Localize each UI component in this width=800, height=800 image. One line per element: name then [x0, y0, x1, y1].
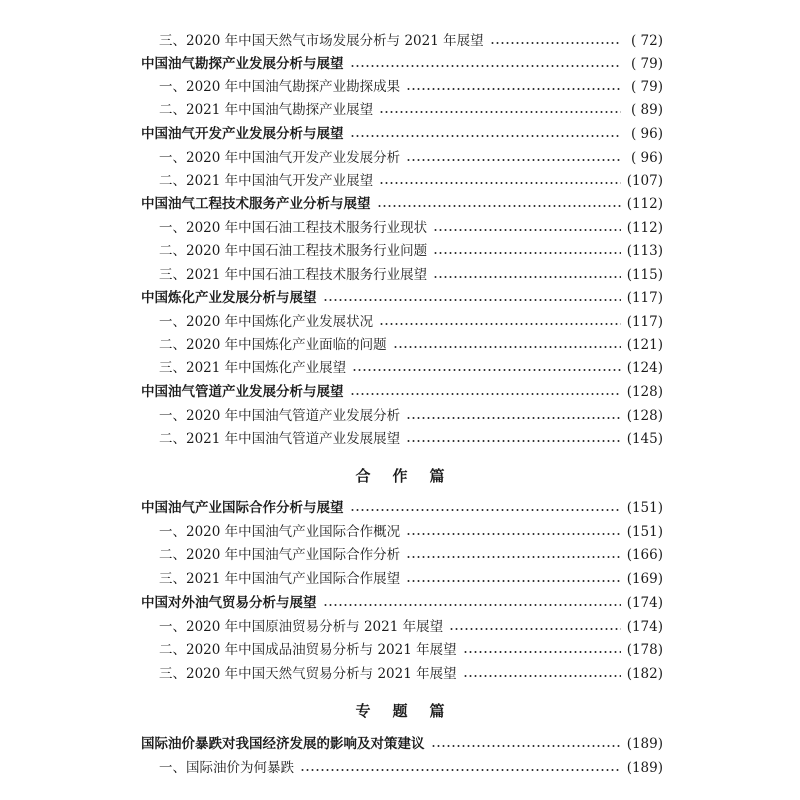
- toc-entry-page: (145): [626, 431, 663, 447]
- toc-entry-page: ( 79): [630, 79, 663, 95]
- toc-entry[interactable]: [141, 77, 663, 97]
- toc-entry-label: 三、2020 年中国天然气市场发展分析与 2021 年展望: [159, 33, 484, 49]
- toc-entry-page: (121): [626, 337, 663, 353]
- leader-dots: [433, 276, 621, 278]
- leader-dots: [350, 135, 622, 137]
- leader-dots: [352, 369, 621, 371]
- leader-dots: [350, 65, 622, 67]
- toc-entry[interactable]: [141, 148, 663, 168]
- leader-dots: [377, 205, 621, 207]
- part-title-cooperation: 合作篇: [355, 467, 467, 485]
- toc-chapter[interactable]: [141, 194, 663, 214]
- toc-entry[interactable]: [141, 406, 663, 426]
- toc-entry[interactable]: [141, 429, 663, 449]
- toc-entry-page: (169): [626, 571, 663, 587]
- toc-entry[interactable]: [141, 218, 663, 238]
- toc-entry-label: 一、2020 年中国油气产业国际合作概况: [159, 524, 401, 540]
- toc-entry-label: 二、2020 年中国炼化产业面临的问题: [159, 337, 387, 353]
- toc-entry-page: (166): [626, 547, 663, 563]
- toc-entry-page: (189): [626, 736, 663, 752]
- leader-dots: [350, 509, 621, 511]
- toc-entry[interactable]: [141, 335, 663, 355]
- toc-entry-page: (117): [626, 314, 663, 330]
- toc-entry-label: 二、2021 年中国油气开发产业展望: [159, 173, 374, 189]
- leader-dots: [431, 745, 621, 747]
- toc-entry[interactable]: [141, 758, 663, 778]
- toc-entry-label: 二、2021 年中国油气勘探产业展望: [159, 102, 374, 118]
- toc-entry-label: 一、2020 年中国油气开发产业发展分析: [159, 150, 401, 166]
- toc-entry[interactable]: [141, 358, 663, 378]
- toc-entry-page: ( 89): [630, 102, 663, 118]
- leader-dots: [379, 323, 621, 325]
- toc-entry-page: (174): [626, 595, 663, 611]
- toc-entry-label: 三、2021 年中国石油工程技术服务行业展望: [159, 267, 428, 283]
- toc-entry-page: ( 72): [630, 33, 663, 49]
- leader-dots: [463, 651, 621, 653]
- toc-entry-page: (112): [626, 196, 663, 212]
- leader-dots: [393, 346, 621, 348]
- toc-chapter-label: 中国炼化产业发展分析与展望: [141, 290, 317, 306]
- toc-entry-page: (115): [626, 267, 663, 283]
- toc-chapter[interactable]: [141, 593, 663, 613]
- toc-entry-page: (189): [626, 760, 663, 776]
- toc-entry-label: 一、2020 年中国石油工程技术服务行业现状: [159, 220, 428, 236]
- toc-entry-page: (113): [626, 243, 663, 259]
- leader-dots: [406, 556, 621, 558]
- leader-dots: [406, 417, 621, 419]
- toc-entry-label: 二、2020 年中国油气产业国际合作分析: [159, 547, 401, 563]
- toc-entry-label: 一、2020 年中国炼化产业发展状况: [159, 314, 374, 330]
- toc-chapter[interactable]: [141, 124, 663, 144]
- leader-dots: [406, 159, 621, 161]
- leader-dots: [323, 299, 621, 301]
- toc-entry[interactable]: [141, 569, 663, 589]
- toc-entry-label: 一、2020 年中国油气勘探产业勘探成果: [159, 79, 401, 95]
- toc-entry[interactable]: [141, 265, 663, 285]
- toc-entry-page: (151): [626, 500, 663, 516]
- leader-dots: [406, 580, 621, 582]
- toc-entry-label: 一、国际油价为何暴跌: [159, 760, 294, 776]
- leader-dots: [300, 769, 621, 771]
- toc-entry-label: 三、2021 年中国油气产业国际合作展望: [159, 571, 401, 587]
- leader-dots: [433, 252, 621, 254]
- toc-chapter-label: 中国油气勘探产业发展分析与展望: [141, 56, 344, 72]
- toc-entry[interactable]: [141, 100, 663, 120]
- toc-entry-page: ( 96): [630, 126, 663, 142]
- toc-entry-page: (124): [626, 360, 663, 376]
- toc-entry-page: (178): [626, 642, 663, 658]
- toc-entry-label: 二、2021 年中国油气管道产业发展展望: [159, 431, 401, 447]
- toc-entry-page: (107): [626, 173, 663, 189]
- toc-entry-label: 二、2020 年中国成品油贸易分析与 2021 年展望: [159, 642, 457, 658]
- toc-entry-label: 一、2020 年中国原油贸易分析与 2021 年展望: [159, 619, 444, 635]
- toc-chapter-label: 中国油气工程技术服务产业分析与展望: [141, 196, 371, 212]
- toc-entry-page: (128): [626, 384, 663, 400]
- leader-dots: [379, 182, 621, 184]
- leader-dots: [406, 88, 621, 90]
- leader-dots: [449, 628, 621, 630]
- toc-entry-page: ( 79): [630, 56, 663, 72]
- toc-entry[interactable]: [141, 171, 663, 191]
- toc-entry-page: (182): [626, 666, 663, 682]
- toc-chapter[interactable]: [141, 288, 663, 308]
- toc-entry-page: (151): [626, 524, 663, 540]
- leader-dots: [350, 393, 621, 395]
- toc-chapter-label: 中国对外油气贸易分析与展望: [141, 595, 317, 611]
- part-title-special: 专题篇: [355, 702, 467, 720]
- toc-entry-page: (117): [626, 290, 663, 306]
- toc-entry-page: (128): [626, 408, 663, 424]
- toc-entry[interactable]: [141, 640, 663, 660]
- leader-dots: [490, 42, 621, 44]
- leader-dots: [433, 229, 621, 231]
- toc-entry-label: 一、2020 年中国油气管道产业发展分析: [159, 408, 401, 424]
- toc-chapter[interactable]: [141, 498, 663, 518]
- leader-dots: [463, 675, 621, 677]
- toc-chapter-label: 中国油气开发产业发展分析与展望: [141, 126, 344, 142]
- leader-dots: [323, 604, 621, 606]
- toc-entry[interactable]: [141, 545, 663, 565]
- toc-chapter[interactable]: [141, 382, 663, 402]
- toc-entry-label: 三、2021 年中国炼化产业展望: [159, 360, 347, 376]
- toc-entry[interactable]: [141, 312, 663, 332]
- toc-entry[interactable]: [141, 617, 663, 637]
- toc-chapter-label: 中国油气产业国际合作分析与展望: [141, 500, 344, 516]
- leader-dots: [406, 533, 621, 535]
- leader-dots: [406, 440, 621, 442]
- toc-entry-page: (112): [626, 220, 663, 236]
- toc-chapter-label: 国际油价暴跌对我国经济发展的影响及对策建议: [141, 736, 425, 752]
- toc-entry[interactable]: [141, 664, 663, 684]
- toc-chapter-label: 中国油气管道产业发展分析与展望: [141, 384, 344, 400]
- toc-entry-page: ( 96): [630, 150, 663, 166]
- toc-entry[interactable]: [141, 31, 663, 51]
- toc-entry[interactable]: [141, 241, 663, 261]
- toc-entry-label: 二、2020 年中国石油工程技术服务行业问题: [159, 243, 428, 259]
- toc-chapter[interactable]: [141, 734, 663, 754]
- toc-entry[interactable]: [141, 522, 663, 542]
- toc-entry-label: 三、2020 年中国天然气贸易分析与 2021 年展望: [159, 666, 457, 682]
- leader-dots: [379, 111, 621, 113]
- toc-chapter[interactable]: [141, 54, 663, 74]
- toc-entry-page: (174): [626, 619, 663, 635]
